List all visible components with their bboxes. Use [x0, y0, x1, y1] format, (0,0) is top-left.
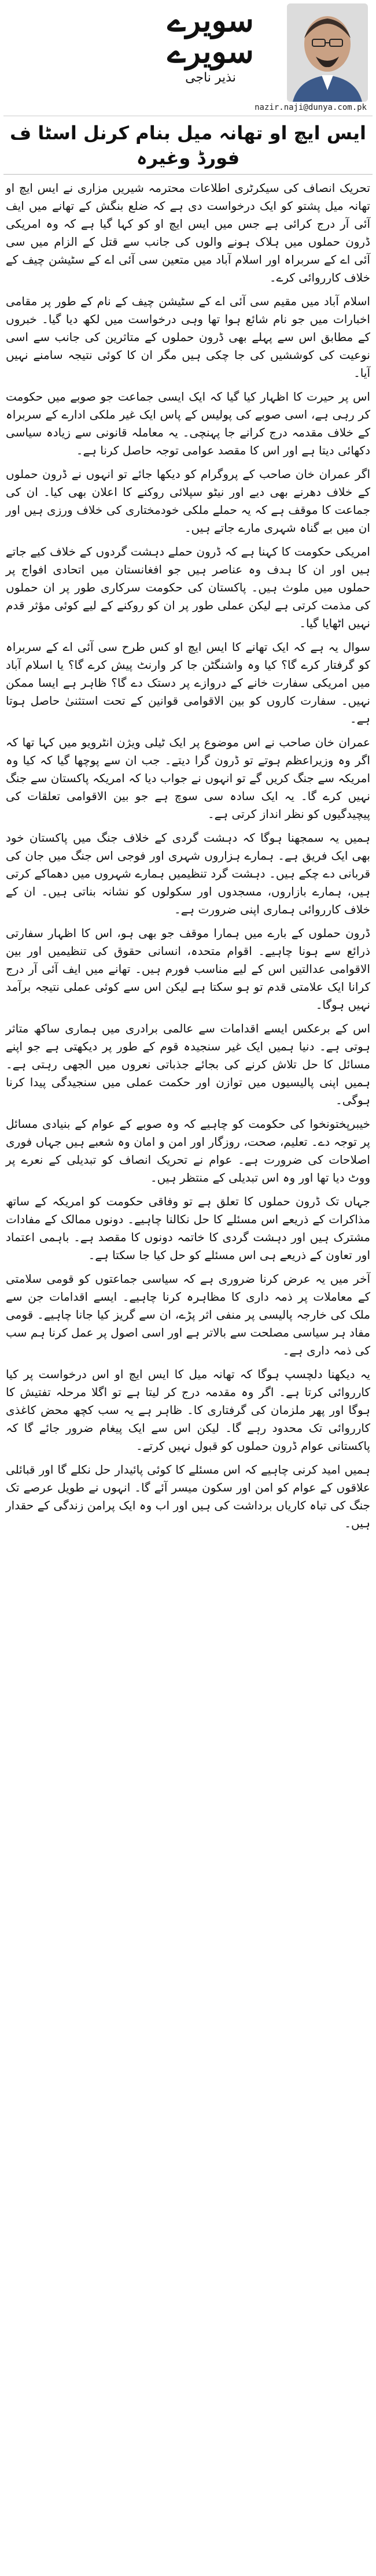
author-email: nazir.naji@dunya.com.pk — [255, 103, 367, 112]
article-paragraph: ہمیں یہ سمجھنا ہوگا کہ دہشت گردی کے خلاف جنگ میں پاکستان خود بھی ایک فریق ہے۔ ہمارے ہزاروں شہری اور فوجی اس جنگ میں جان کی قربانی دے چکے ہیں۔ دہشت گرد تنظیمیں ہمارے شہروں میں دھماکے کرتی ہیں، ہمارے بازاروں، مسجدوں اور سکولوں کو نشانہ بناتی ہیں۔ ان کے خلاف کارروائی ہماری اپنی ضرورت ہے۔ — [6, 831, 370, 917]
article-paragraph: امریکی حکومت کا کہنا ہے کہ ڈرون حملے دہشت گردوں کے خلاف کیے جاتے ہیں اور ان کا ہدف وہ عناصر ہیں جو افغانستان میں اتحادی افواج پر حملوں میں ملوث ہیں۔ پاکستان کی حکومت سرکاری طور پر ان حملوں کی مذمت کرتی ہے لیکن عملی طور پر ان کو روکنے کے لیے کوئی مؤثر قدم نہیں اٹھایا گیا۔ — [6, 545, 370, 631]
column-masthead — [135, 2, 286, 85]
column-name: سویرے — [167, 2, 254, 39]
article-paragraph: سوال یہ ہے کہ ایک تھانے کا ایس ایچ او کس طرح سی آئی اے کے سربراہ کو گرفتار کرے گا؟ کیا وہ واشنگٹن جا کر وارنٹ پیش کرے گا؟ یا اسلام آباد میں امریکی سفارت خانے کے دروازے پر دستک دے گا؟ ظاہر ہے ایسا ممکن نہیں۔ سفارت کاروں کو بین الاقوامی قوانین کے تحت استثنیٰ حاصل ہوتا ہے۔ — [6, 640, 370, 726]
author-portrait-icon — [287, 3, 368, 102]
article-paragraph: اس پر حیرت کا اظہار کیا گیا کہ ایک ایسی جماعت جو صوبے میں حکومت کر رہی ہے، اسی صوبے کی پولیس کے پاس ایک غیر ملکی ادارے کے سربراہ کے خلاف مقدمہ درج کرانے جا پہنچی۔ یہ معاملہ قانونی سے زیادہ سیاسی دکھائی دیتا ہے اور اس کا مقصد عوامی توجہ حاصل کرنا ہے۔ — [6, 390, 370, 458]
column-name-second: سویرے — [167, 33, 254, 70]
article-paragraph: یہ دیکھنا دلچسپ ہوگا کہ تھانہ میل کا ایس ایچ او اس درخواست پر کیا کارروائی کرتا ہے۔ اگر وہ مقدمہ درج کر لیتا ہے تو اگلا مرحلہ تفتیش کا ہوگا اور پھر ملزمان کی گرفتاری کا۔ ظاہر ہے یہ سب کچھ محض کاغذی کارروائی تک محدود رہے گا۔ لیکن اس سے ایک پیغام ضرور جائے گا کہ پاکستانی عوام ڈرون حملوں کو قبول نہیں کرتے۔ — [6, 1367, 370, 1453]
author-photo — [287, 3, 368, 102]
article-paragraph: ہمیں امید کرنی چاہیے کہ اس مسئلے کا کوئی پائیدار حل نکلے گا اور قبائلی علاقوں کے عوام کو امن اور سکون میسر آئے گا۔ انہوں نے طویل عرصے تک جنگ کی تباہ کاریاں برداشت کی ہیں اور اب وہ ایک پرامن زندگی کے حقدار ہیں۔ — [6, 1463, 370, 1531]
article-headline: ایس ایچ او تھانہ میل بنام کرنل اسٹا ف فورڈ وغیرہ — [3, 116, 373, 175]
article-paragraph: اس کے برعکس ایسے اقدامات سے عالمی برادری میں ہماری ساکھ متاثر ہوتی ہے۔ دنیا ہمیں ایک غیر سنجیدہ قوم کے طور پر دیکھتی ہے جو اپنے مسائل کا حل تلاش کرنے کی بجائے جذباتی نعروں میں الجھی رہتی ہے۔ ہمیں اپنی پالیسیوں میں توازن اور حکمت عملی میں سنجیدگی پیدا کرنا ہوگی۔ — [6, 1021, 370, 1108]
article-paragraph: عمران خان صاحب نے اس موضوع پر ایک ٹیلی ویژن انٹرویو میں کہا تھا کہ اگر وہ وزیراعظم ہوتے تو ڈرون گرا دیتے۔ جب ان سے پوچھا گیا کہ کیا وہ امریکہ سے جنگ کریں گے تو انہوں نے جواب دیا کہ امریکہ پاکستان سے جنگ نہیں کرے گا۔ یہ ایک سادہ سی سوچ ہے جو بین الاقوامی تعلقات کی پیچیدگیوں کو نظر انداز کرتی ہے۔ — [6, 735, 370, 821]
article-paragraph: آخر میں یہ عرض کرنا ضروری ہے کہ سیاسی جماعتوں کو قومی سلامتی کے معاملات پر ذمہ داری کا مظاہرہ کرنا چاہیے۔ ایسے اقدامات جن سے ملک کی خارجہ پالیسی پر منفی اثر پڑے، ان سے گریز کیا جانا چاہیے۔ قومی مفاد ہر سیاسی مصلحت سے بالاتر ہے اور اسی اصول پر عمل کرنا ہم سب کی ذمہ داری ہے۔ — [6, 1272, 370, 1358]
article-paragraph: تحریک انصاف کی سیکرٹری اطلاعات محترمہ شیریں مزاری نے ایس ایچ او تھانہ میل پشتو کو ایک درخواست دی ہے کہ ضلع بنگش کے تھانے میں ایف آئی آر درج کرائی ہے جس میں ایس ایچ او کو کہا گیا ہے کہ وہ امریکی ڈرون حملوں میں ہلاک ہونے والوں کی جانب سے قتل کے الزام میں سی آئی اے کے سربراہ اور اسلام آباد میں متعین سی آئی اے کے سٹیشن چیف کے خلاف کارروائی کرے۔ — [6, 181, 370, 285]
article-paragraph: اسلام آباد میں مقیم سی آئی اے کے سٹیشن چیف کے نام کے طور پر مقامی اخبارات میں جو نام شائع ہوا تھا وہی درخواست میں لکھ دیا گیا۔ خبروں کے مطابق اس سے پہلے بھی ڈرون حملوں کے متاثرین کی جانب سے اسی نوعیت کی کوششیں کی جا چکی ہیں مگر ان کا کوئی نتیجہ سامنے نہیں آیا۔ — [6, 294, 370, 380]
article-paragraph: اگر عمران خان صاحب کے پروگرام کو دیکھا جائے تو انہوں نے ڈرون حملوں کے خلاف دھرنے بھی دیے اور نیٹو سپلائی روکنے کا اعلان بھی کیا۔ ان کی جماعت کا موقف ہے کہ یہ حملے ملکی خودمختاری کی خلاف ورزی ہیں اور ان میں بے گناہ شہری مارے جاتے ہیں۔ — [6, 467, 370, 535]
article-paragraph: خیبرپختونخوا کی حکومت کو چاہیے کہ وہ صوبے کے عوام کے بنیادی مسائل پر توجہ دے۔ تعلیم، صحت، روزگار اور امن و امان وہ شعبے ہیں جہاں فوری اصلاحات کی ضرورت ہے۔ عوام نے تحریک انصاف کو تبدیلی کے نعرے پر ووٹ دیا تھا اور وہ اس تبدیلی کے منتظر ہیں۔ — [6, 1117, 370, 1185]
author-name: نذیر ناجی — [185, 71, 236, 85]
column-header — [3, 0, 373, 116]
article-paragraph: ڈرون حملوں کے بارے میں ہمارا موقف جو بھی ہو، اس کا اظہار سفارتی ذرائع سے ہونا چاہیے۔ اقوام متحدہ، انسانی حقوق کی تنظیمیں اور بین الاقوامی عدالتیں اس کے لیے مناسب فورم ہیں۔ تھانے میں ایف آئی آر درج کرانا ایک علامتی قدم تو ہو سکتا ہے لیکن اس سے کوئی عملی نتیجہ برآمد نہیں ہوگا۔ — [6, 926, 370, 1012]
article-paragraph: جہاں تک ڈرون حملوں کا تعلق ہے تو وفاقی حکومت کو امریکہ کے ساتھ مذاکرات کے ذریعے اس مسئلے کا حل نکالنا چاہیے۔ دونوں ممالک کے مفادات مشترک ہیں اور دہشت گردی کا خاتمہ دونوں کا مقصد ہے۔ باہمی اعتماد اور تعاون کے ذریعے ہی اس مسئلے کو حل کیا جا سکتا ہے۔ — [6, 1194, 370, 1263]
article-body — [3, 175, 373, 1533]
